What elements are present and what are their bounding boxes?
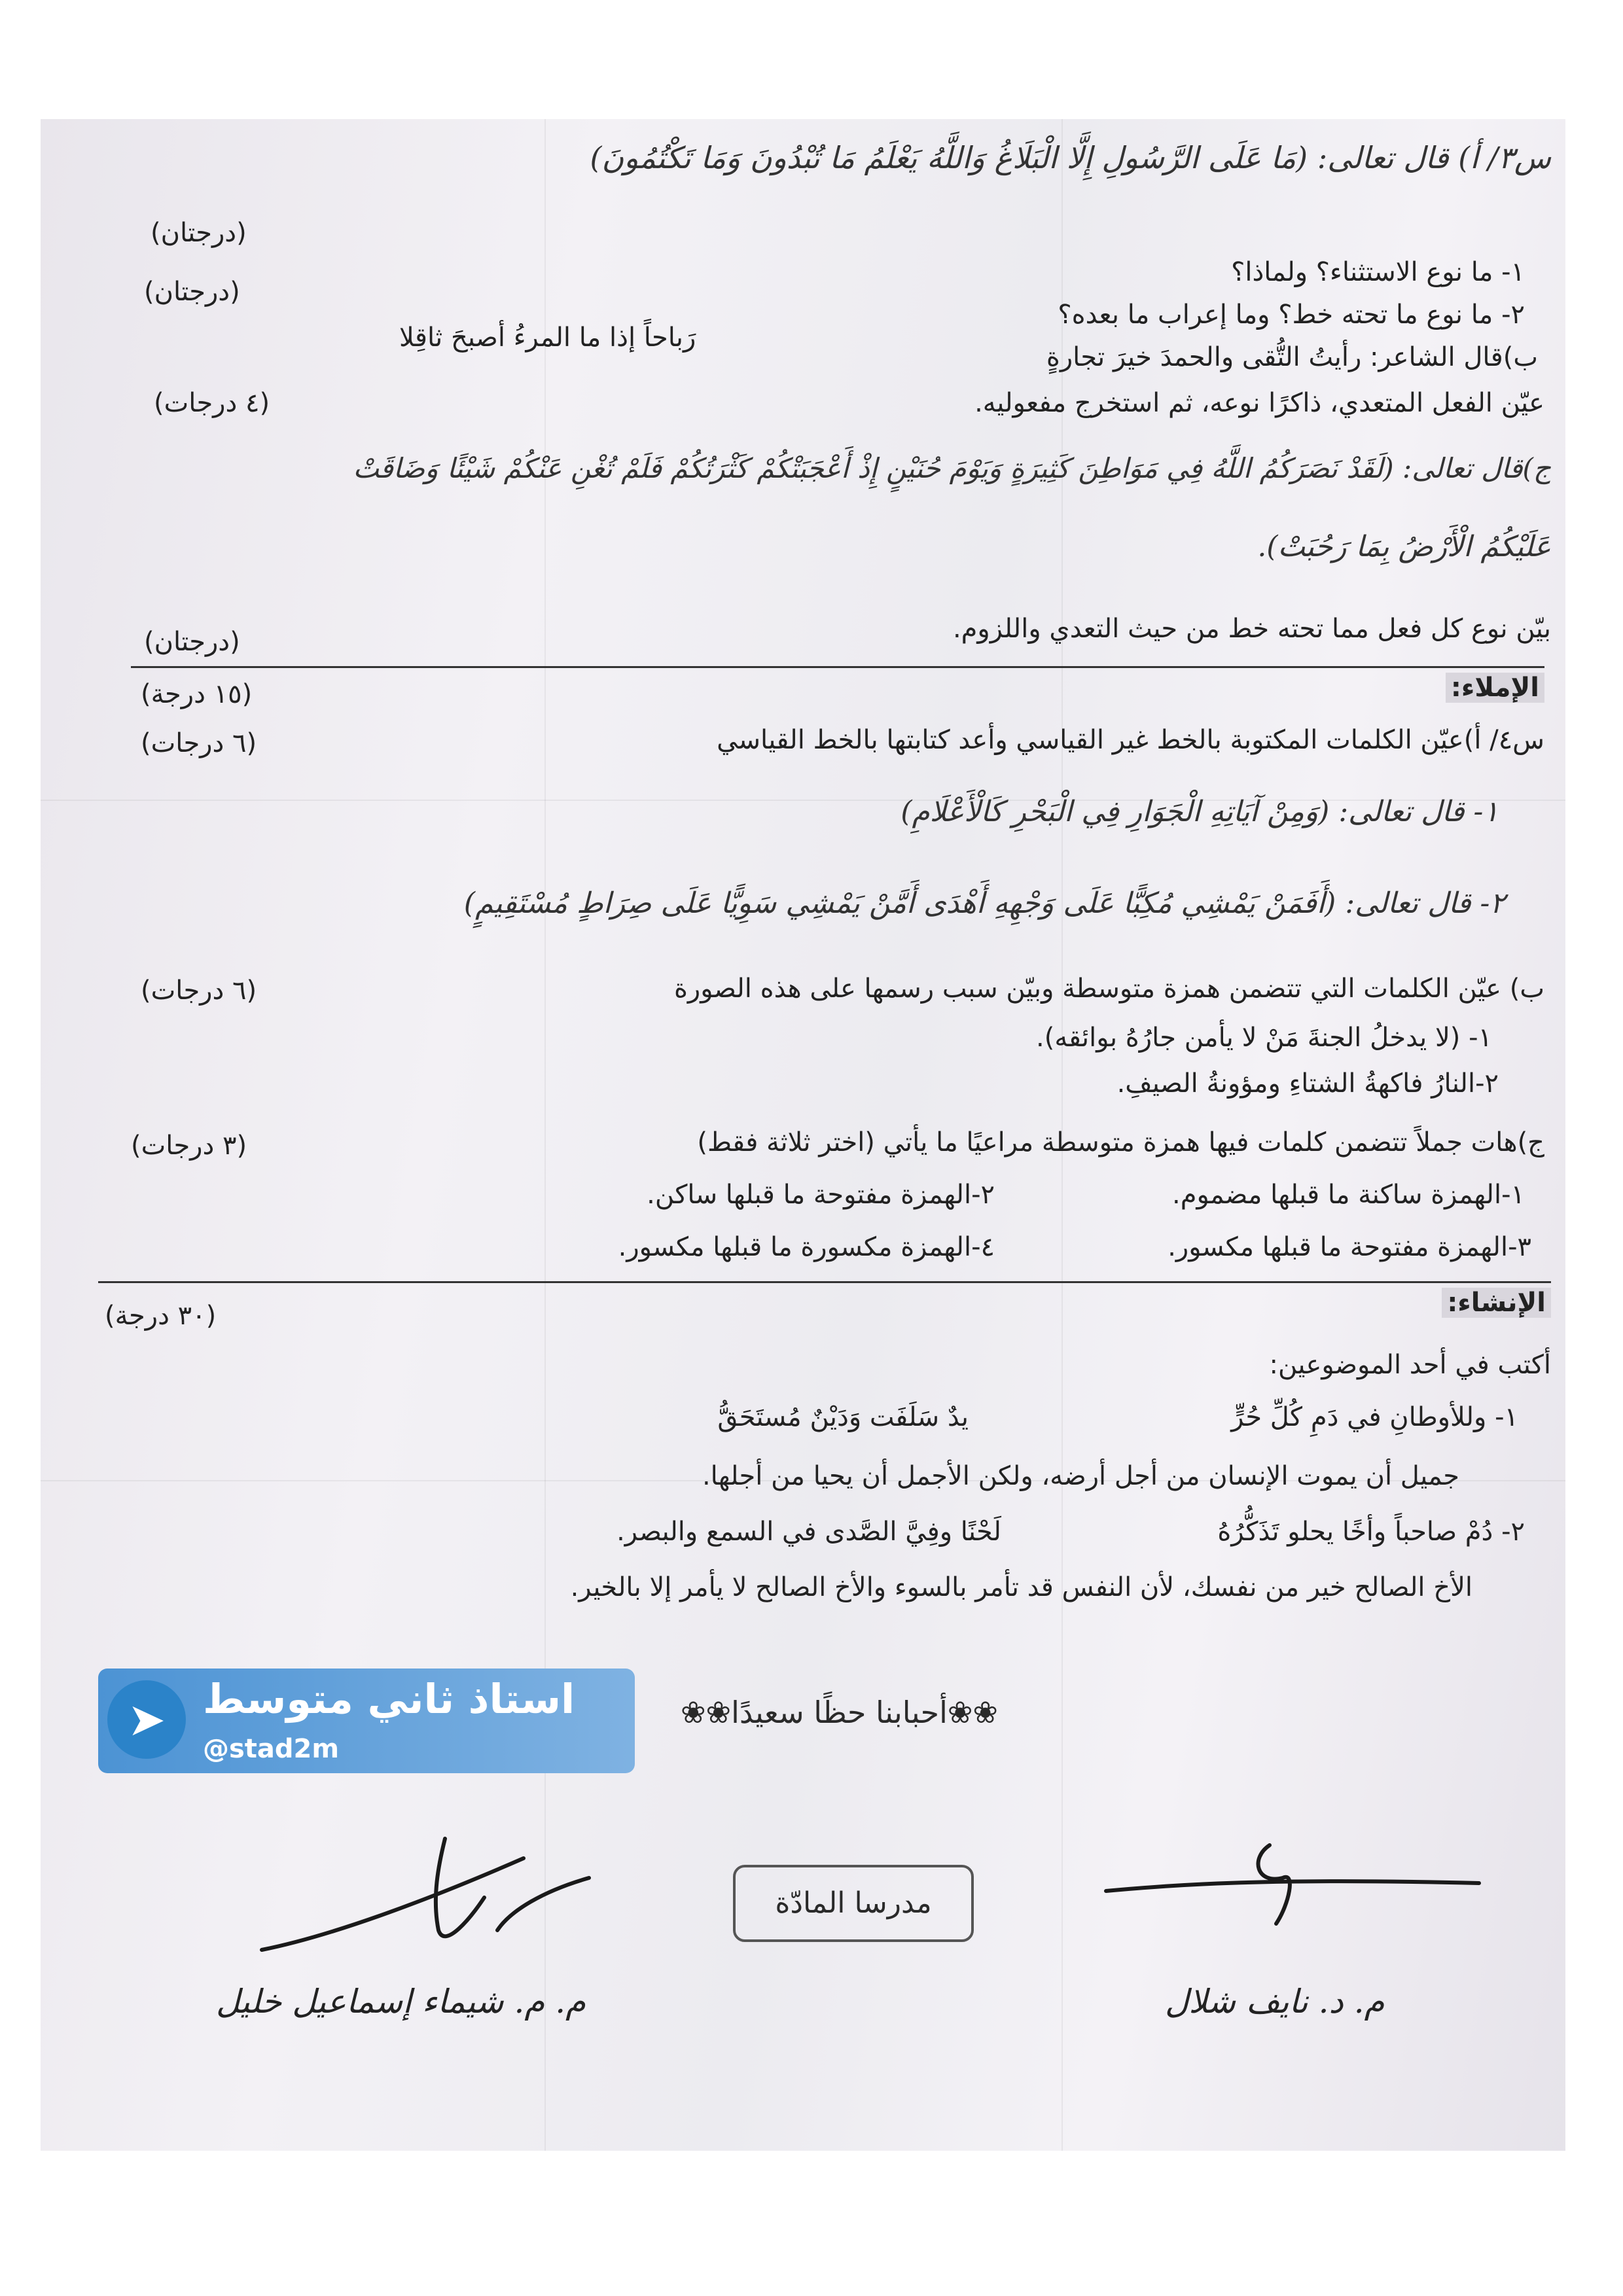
good-luck-wish: ❀❀أحبابنا حظًا سعيدًا❀❀ [681, 1695, 998, 1730]
signature-left [249, 1819, 615, 1969]
insha-t1-half2: يدٌ سَلَفَت وَدَيْنٌ مُستَحَقُّ [717, 1402, 969, 1432]
imla-c3: ٣-الهمزة مفتوحة ما قبلها مكسور. [1168, 1232, 1531, 1262]
q3-c-marks: (درجتان) [144, 627, 240, 657]
telegram-handle: @stad2m [203, 1734, 340, 1764]
imla-c4: ٤-الهمزة مكسورة ما قبلها مكسور. [618, 1232, 995, 1262]
q3-a2: ٢- ما نوع ما تحته خط؟ وما إعراب ما بعده؟ [1058, 300, 1525, 330]
imla-a-instruction: س٤/ أ)عيّن الكلمات المكتوبة بالخط غير القياسي وأعد كتابتها بالخط القياسي [717, 725, 1544, 755]
imla-header: الإملاء: [1446, 671, 1544, 705]
imla-a-marks: (٦ درجات) [141, 728, 257, 758]
q3-verse: س٣/ أ) قال تعالى: (مَا عَلَى الرَّسُولِ إِلَّا الْبَلَاغُ وَاللَّهُ يَعْلَمُ مَا تُبْدُونَ وَمَا تَكْتُمُونَ) [590, 140, 1551, 175]
imla-c2: ٢-الهمزة مفتوحة ما قبلها ساكن. [647, 1180, 995, 1210]
telegram-title: استاذ ثاني متوسط [203, 1675, 575, 1723]
q3-a1-marks: (درجتان) [151, 218, 247, 248]
insha-t2-half2: لَحْنًا وفِيَّ الصَّدى في السمع والبصر. [616, 1517, 1001, 1547]
section-divider [131, 666, 1544, 668]
section-divider [98, 1281, 1551, 1283]
signature-right [1099, 1832, 1492, 1930]
q3-a1: ١- ما نوع الاستثناء؟ ولماذا؟ [1231, 257, 1525, 287]
imla-c1: ١-الهمزة ساكنة ما قبلها مضموم. [1172, 1180, 1525, 1210]
imla-a2-verse: ٢- قال تعالى: (أَفَمَنْ يَمْشِي مُكِبًّا عَلَى وَجْهِهِ أَهْدَى أَمَّنْ يَمْشِي سَوِيًّا عَلَى صِرَاطٍ مُسْتَقِيمٍ) [463, 887, 1505, 920]
teacher-right-name: م. د. نايف شلال [1165, 1983, 1385, 2021]
q3-b-instruction: عيّن الفعل المتعدي، ذاكرًا نوعه، ثم استخرج مفعوليه. [974, 388, 1544, 418]
imla-a1-verse: ١- قال تعالى: (وَمِنْ آيَاتِهِ الْجَوَارِ فِي الْبَحْرِ كَالْأَعْلَامِ) [901, 795, 1499, 828]
imla-c-marks: (٣ درجات) [131, 1131, 247, 1161]
insha-intro: أكتب في أحد الموضوعين: [1269, 1350, 1551, 1380]
imla-b-instruction: ب) عيّن الكلمات التي تتضمن همزة متوسطة وبيّن سبب رسمها على هذه الصورة [673, 974, 1544, 1004]
telegram-icon: ➤ [107, 1680, 186, 1759]
insha-header-marks: (٣٠ درجة) [105, 1301, 217, 1331]
insha-t1-half1: ١- وللأوطانِ في دَمِ كُلِّ حُرٍّ [1231, 1402, 1518, 1432]
q3-b-verse-half2: رَباحاً إذا ما المرءُ أصبحَ ثاقِلا [399, 323, 696, 353]
telegram-watermark [98, 1669, 635, 1773]
q3-c-verse-line1: ج)قال تعالى: (لَقَدْ نَصَرَكُمُ اللَّهُ فِي مَوَاطِنَ كَثِيرَةٍ وَيَوْمَ حُنَيْنٍ إِذْ أَعْجَبَتْكُمْ كَثْرَتُكُمْ فَلَمْ تُغْنِ عَنْكُمْ شَيْئًا وَضَاقَتْ [353, 452, 1551, 484]
imla-b2: ٢-النارُ فاكهةُ الشتاءِ ومؤونةُ الصيفِ. [1116, 1069, 1499, 1099]
q3-a2-marks: (درجتان) [144, 277, 240, 307]
imla-header-marks: (١٥ درجة) [141, 679, 253, 709]
insha-t2-note: الأخ الصالح خير من نفسك، لأن النفس قد تأمر بالسوء والأخ الصالح لا يأمر إلا بالخير. [570, 1572, 1472, 1602]
teacher-left-name: م. م. شيماء إسماعيل خليل [216, 1983, 586, 2021]
q3-c-verse-line2: عَلَيْكُمُ الْأَرْضُ بِمَا رَحُبَتْ). [1257, 530, 1551, 563]
subject-teachers-label: مدرسا المادّة [733, 1865, 974, 1942]
q3-b-verse-half1: ب)قال الشاعر: رأيتُ التُّقى والحمدَ خيرَ تجارةٍ [1046, 342, 1538, 372]
insha-t2-half1: ٢- دُمْ صاحباً وأخًا يحلو تَذَكُّرُهُ [1217, 1517, 1525, 1547]
q3-c-instruction: بيّن نوع كل فعل مما تحته خط من حيث التعدي واللزوم. [952, 614, 1551, 644]
imla-b-marks: (٦ درجات) [141, 976, 257, 1006]
q3-b-marks: (٤ درجات) [154, 388, 270, 418]
insha-header: الإنشاء: [1442, 1286, 1551, 1320]
imla-b1: ١- (لا يدخلُ الجنةَ مَنْ لا يأمن جارُهُ بوائقه). [1036, 1023, 1492, 1053]
imla-c-instruction: ج)هات جملاً تتضمن كلمات فيها همزة متوسطة مراعيًا ما يأتي (اختر ثلاثة فقط) [697, 1127, 1544, 1157]
insha-t1-note: جميل أن يموت الإنسان من أجل أرضه، ولكن الأجمل أن يحيا من أجلها. [702, 1461, 1459, 1491]
